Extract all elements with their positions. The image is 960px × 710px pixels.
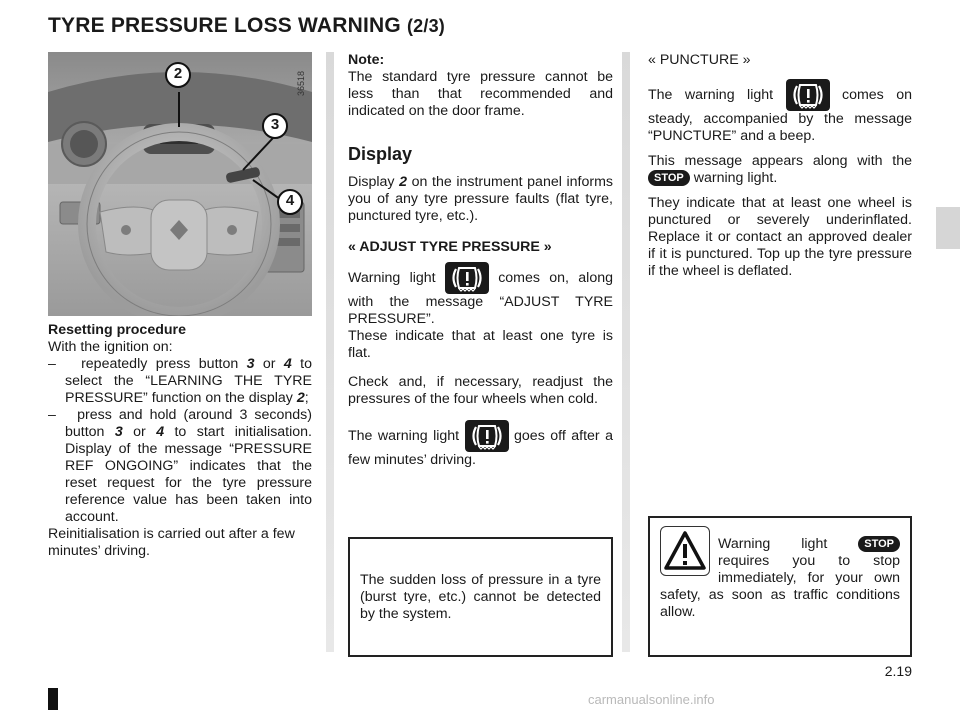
tyre-pressure-warning-icon [445, 262, 489, 294]
puncture-text [648, 79, 912, 145]
puncture-warning-icon [786, 79, 830, 111]
button-ref: 4 [156, 424, 165, 440]
callout-3: 3 [270, 116, 280, 133]
note-text: The standard tyre pressure cannot be less than that recommended and indicated on the door frame. [348, 69, 613, 119]
wheel-text: They indicate that at least one wheel is punctured or severely underinflated. Replace it or contact an approved dealer if it is punctured. Top up the tyre pressure if the wheel is deflated. [648, 195, 912, 279]
page-title [48, 14, 445, 38]
watermark: carmanualsonline.info [588, 692, 715, 707]
warning-box-text-b: requires you to stop immediately, for your own safety, as soon as traffic conditions allow. [660, 553, 900, 620]
off-text-a: The warning light [348, 427, 465, 444]
callout-4: 4 [285, 192, 295, 209]
adjust-text-a: Warning light [348, 269, 445, 286]
page-title-part: (2/3) [406, 16, 445, 36]
note-label: Note: [348, 52, 385, 68]
step-text: to select the “LEARNING THE TYRE PRESSURE” function on the display [65, 356, 313, 406]
chapter-tab [936, 207, 960, 249]
step-text: ; [304, 390, 309, 406]
reset-intro: With the ignition on: [48, 339, 173, 355]
display-text-b: on the instrument panel informs you of any tyre pressure faults (flat tyre, punctured tyre, etc.). [348, 174, 613, 224]
column-separator [326, 52, 334, 652]
middle-column [348, 52, 613, 469]
dash: – [48, 356, 56, 372]
info-box-text: The sudden loss of pressure in a tyre (burst tyre, etc.) cannot be detected by the system. [360, 572, 601, 622]
button-ref: 3 [114, 424, 123, 440]
stop-warning-icon: STOP [858, 536, 900, 552]
steering-wheel-figure [48, 52, 312, 316]
puncture-text-b: comes on steady, accompanied by the message “PUNCTURE” and a beep. [648, 86, 913, 144]
display-text [348, 174, 613, 225]
button-ref: 4 [283, 356, 292, 372]
button-ref: 3 [246, 356, 255, 372]
page-edge-marker [48, 688, 58, 710]
page-title-main: TYRE PRESSURE LOSS WARNING [48, 14, 401, 37]
puncture-text-a: The warning light [648, 86, 786, 103]
step-text: to start initialisation. Display of the message “PRESSURE REF ONGOING” indicates that the reset request for the tyre pressure reference value has been taken into account. [65, 424, 313, 525]
display-heading: Display [348, 144, 413, 164]
step-text: repeatedly press button [81, 356, 247, 372]
dashboard-illustration [48, 52, 312, 316]
puncture-heading: « PUNCTURE » [648, 52, 751, 68]
display-text-a: Display [348, 174, 400, 190]
stop-text-a: This message appears along with the [648, 153, 912, 169]
tyre-pressure-warning-icon [465, 420, 509, 452]
reset-footer: Reinitialisation is carried out after a few minutes’ driving. [48, 526, 295, 559]
adjust-text-b: comes on, along with the message “ADJUST TYRE PRESSURE”. [348, 269, 613, 327]
check-text: Check and, if necessary, readjust the pressures of the four wheels when cold. [348, 374, 613, 407]
svg-text:888: 888 [171, 133, 187, 143]
info-box [348, 537, 613, 657]
adjust-text-c: These indicate that at least one tyre is flat. [348, 328, 613, 361]
display-ref: 2 [399, 174, 408, 190]
warning-box-text-a: Warning light [718, 536, 859, 552]
right-column [648, 52, 912, 280]
warning-box [648, 516, 912, 657]
stop-text-b: warning light. [689, 170, 778, 186]
reset-heading: Resetting procedure [48, 322, 186, 338]
reset-step-2 [48, 407, 312, 526]
left-column [48, 322, 312, 560]
step-text: or [254, 356, 284, 372]
callout-2: 2 [173, 65, 183, 82]
dash: – [48, 407, 56, 423]
step-text: or [122, 424, 157, 440]
warning-triangle-icon [660, 526, 710, 576]
step-text: press and hold (around 3 seconds) button [65, 407, 312, 440]
image-reference: 36518 [296, 70, 306, 96]
stop-warning-icon: STOP [648, 170, 690, 186]
display-ref: 2 [296, 390, 305, 406]
off-text-b: goes off after a few minutes’ driving. [348, 427, 613, 468]
off-text [348, 420, 613, 469]
reset-steps [48, 356, 312, 526]
reset-step-1 [48, 356, 312, 407]
page-number: 2.19 [884, 663, 912, 679]
stop-text [648, 153, 912, 187]
adjust-heading: « ADJUST TYRE PRESSURE » [348, 239, 552, 255]
adjust-text [348, 262, 613, 328]
column-separator [622, 52, 630, 652]
